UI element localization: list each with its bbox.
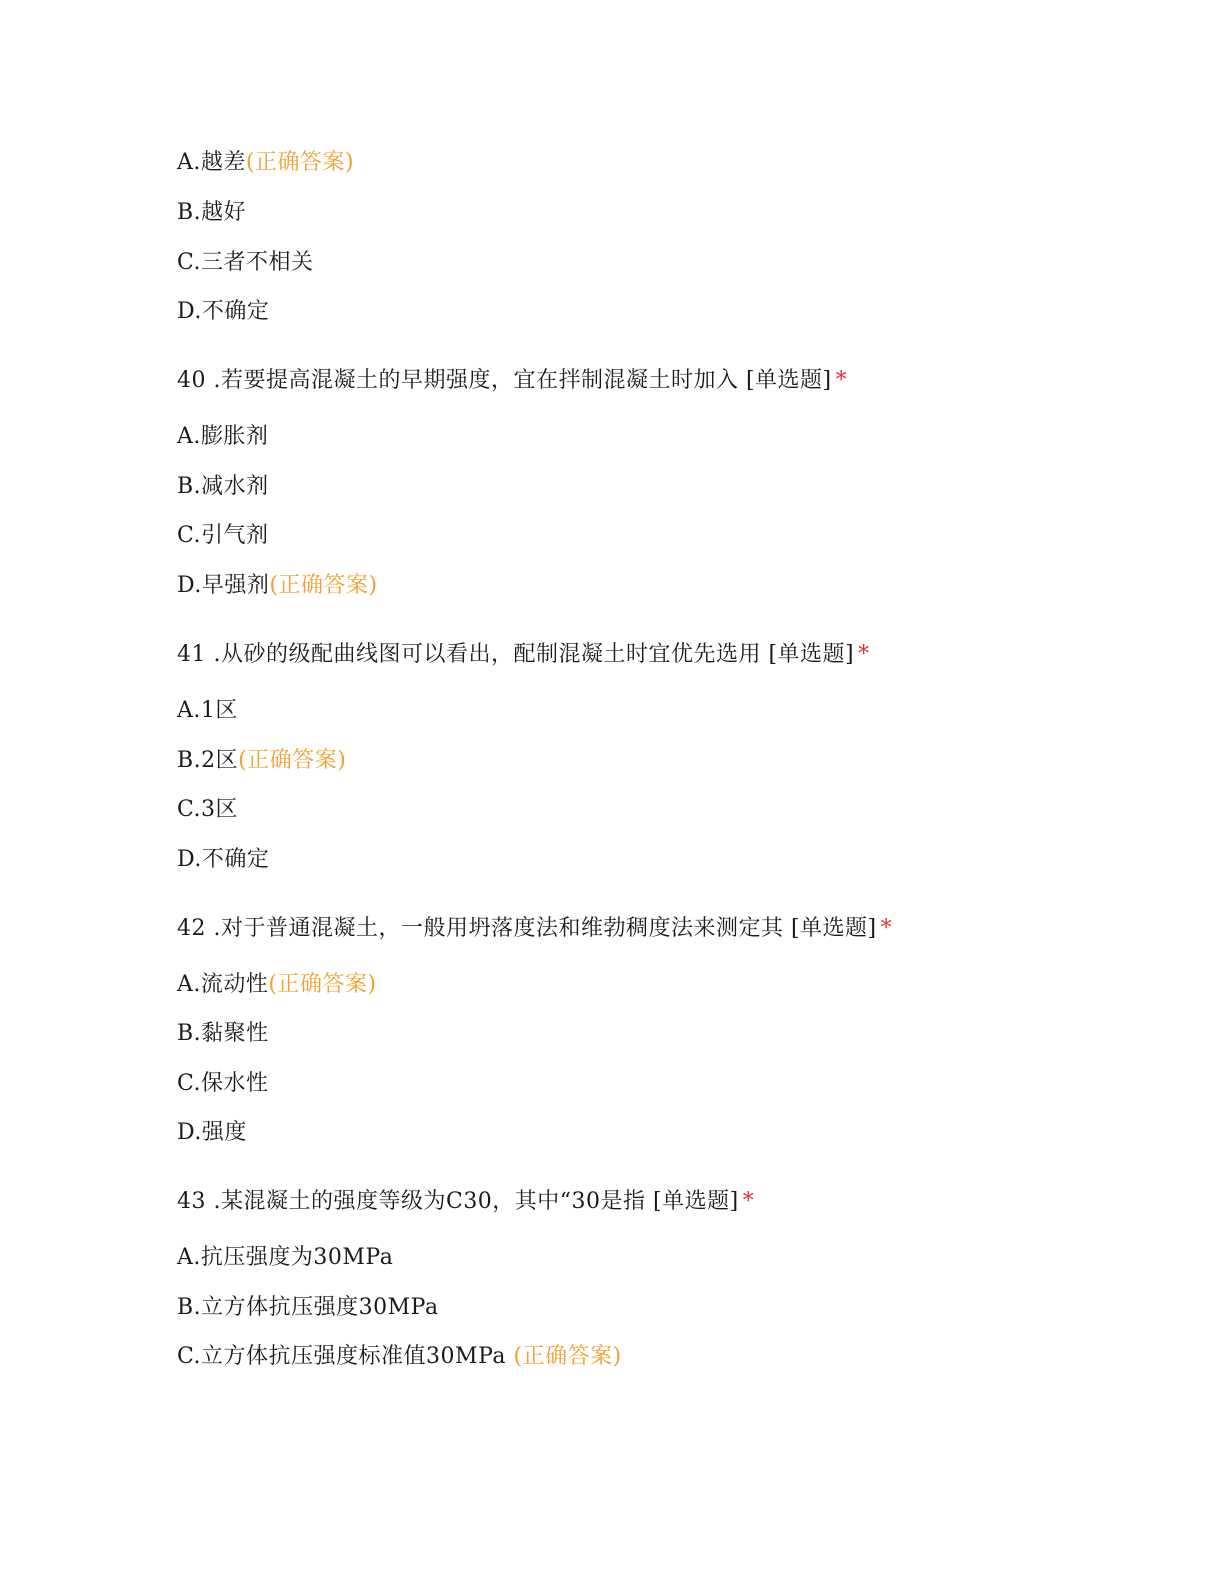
correct-answer-label: (正确答案) (513, 1344, 622, 1369)
required-star: * (742, 1189, 755, 1214)
option-text: B.立方体抗压强度30MPa (177, 1295, 439, 1320)
q41-option-c[interactable] (177, 795, 238, 825)
q40-option-d[interactable] (177, 571, 378, 601)
option-a-prev[interactable] (177, 148, 354, 178)
q42-option-b[interactable] (177, 1019, 269, 1049)
question-43-title (177, 1187, 754, 1217)
option-text: B.2区 (177, 748, 239, 773)
q42-option-c[interactable] (177, 1069, 269, 1099)
option-b-prev[interactable] (177, 198, 246, 228)
question-text: 42 .对于普通混凝土，一般用坍落度法和维勃稠度法来测定其 [单选题] (177, 916, 877, 941)
q41-option-a[interactable] (177, 696, 238, 726)
question-text: 43 .某混凝土的强度等级为C30，其中“30是指 [单选题] (177, 1189, 739, 1214)
option-text: B.越好 (177, 200, 247, 225)
option-text: D.不确定 (177, 299, 270, 324)
correct-answer-label: (正确答案) (268, 972, 377, 997)
option-c-prev[interactable] (177, 248, 314, 278)
option-text: C.3区 (177, 797, 239, 822)
q42-option-a[interactable] (177, 970, 377, 1000)
option-text: B.黏聚性 (177, 1021, 269, 1046)
correct-answer-label: (正确答案) (238, 748, 347, 773)
option-text: C.保水性 (177, 1071, 269, 1096)
q43-option-a[interactable] (177, 1243, 393, 1273)
option-text: A.越差 (177, 150, 246, 175)
question-40-title (177, 366, 847, 396)
q43-option-c[interactable] (177, 1342, 622, 1372)
option-text: A.膨胀剂 (177, 424, 269, 449)
q40-option-c[interactable] (177, 521, 269, 551)
q41-option-b[interactable] (177, 746, 346, 776)
question-42-title (177, 914, 892, 944)
q42-option-d[interactable] (177, 1118, 247, 1148)
q40-option-a[interactable] (177, 422, 268, 452)
required-star: * (858, 642, 870, 667)
q41-option-d[interactable] (177, 845, 269, 875)
required-star: * (835, 368, 848, 393)
q43-option-b[interactable] (177, 1293, 439, 1323)
option-text: C.三者不相关 (177, 250, 314, 275)
option-d-prev[interactable] (177, 297, 269, 327)
option-text: A.流动性 (177, 972, 269, 997)
question-41-title (177, 640, 870, 670)
option-text: D.早强剂 (177, 573, 270, 598)
q40-option-b[interactable] (177, 472, 269, 502)
option-text: A.1区 (177, 698, 238, 723)
correct-answer-label: (正确答案) (245, 150, 355, 175)
option-text: D.不确定 (177, 847, 270, 872)
correct-answer-label: (正确答案) (269, 573, 378, 598)
option-text: C.立方体抗压强度标准值30MPa (177, 1344, 506, 1369)
question-text: 40 .若要提高混凝土的早期强度，宜在拌制混凝土时加入 [单选题] (177, 368, 832, 393)
option-text: D.强度 (177, 1120, 247, 1145)
option-text: C.引气剂 (177, 523, 269, 548)
option-text: B.减水剂 (177, 474, 269, 499)
option-text: A.抗压强度为30MPa (177, 1245, 394, 1270)
question-text: 41 .从砂的级配曲线图可以看出，配制混凝土时宜优先选用 [单选题] (177, 642, 855, 667)
required-star: * (880, 916, 893, 941)
